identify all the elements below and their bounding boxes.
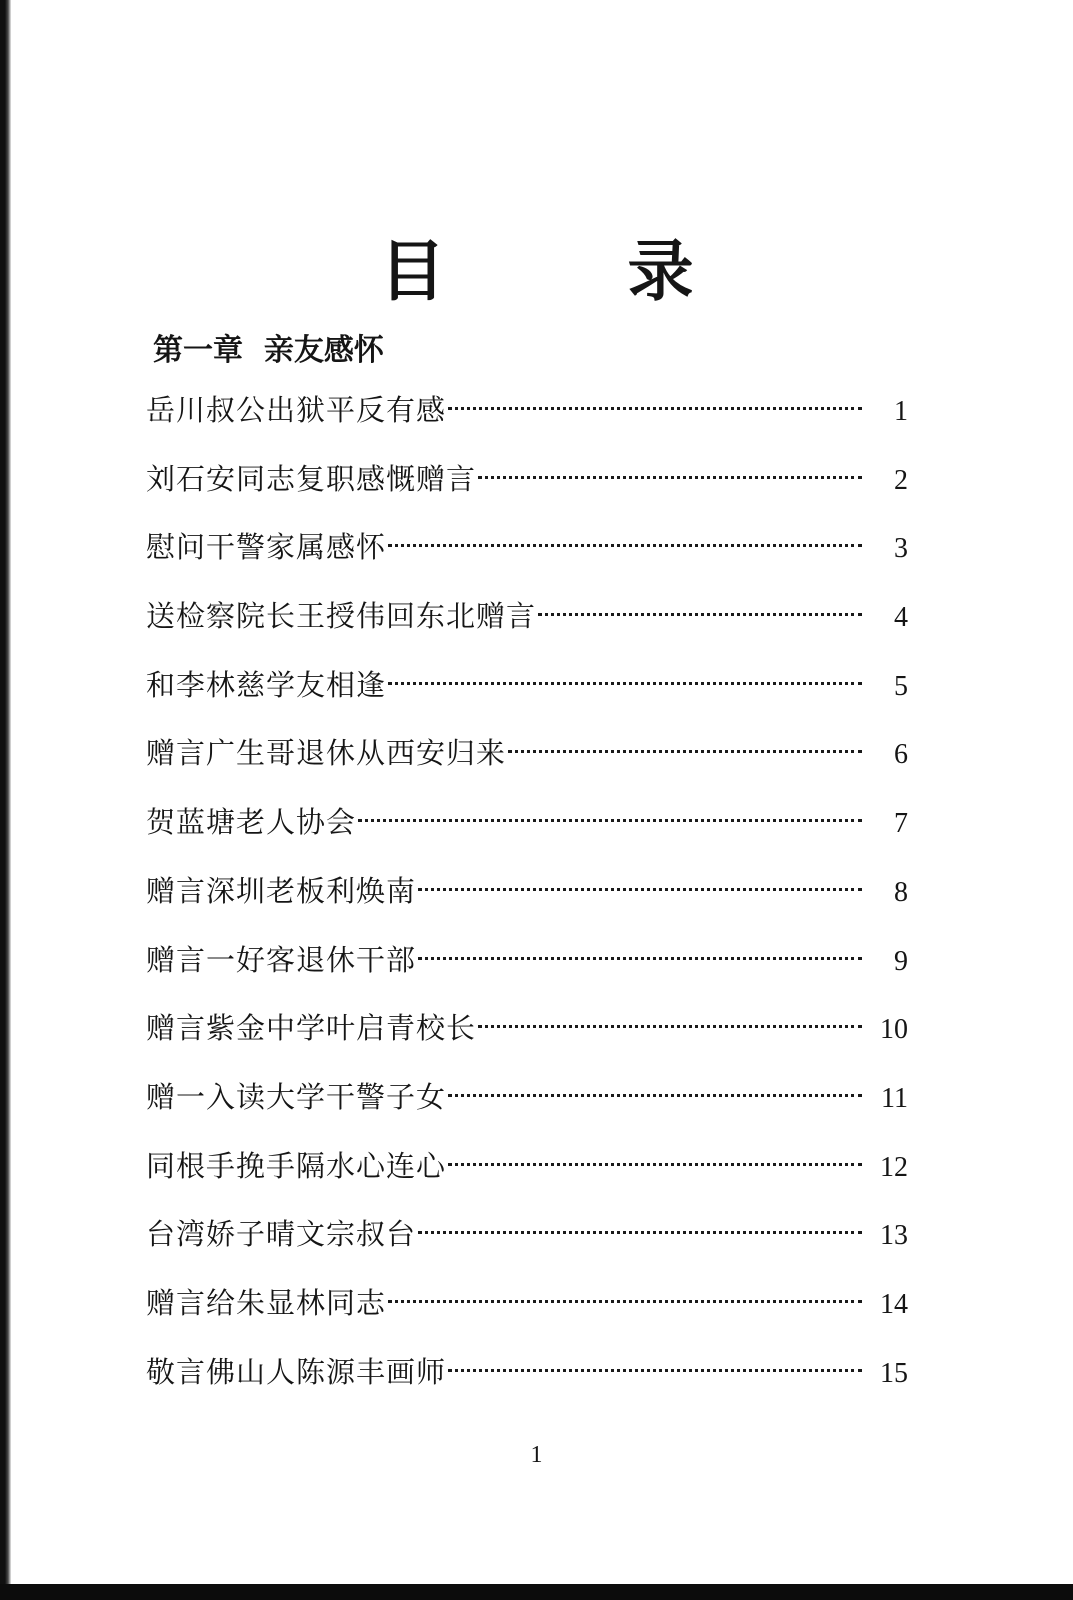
- toc-entry-page: 5: [894, 670, 908, 702]
- toc-dot-leader: [448, 407, 862, 410]
- toc-entry: [146, 802, 908, 871]
- toc-entry-page: 3: [894, 533, 908, 565]
- toc-entry-page: 15: [880, 1357, 908, 1389]
- toc-dot-leader: [448, 1094, 862, 1097]
- toc-entry-title: 赠言深圳老板利焕南: [146, 873, 417, 908]
- toc-dot-leader: [478, 476, 862, 479]
- toc-entry-title: 慰问干警家属感怀: [146, 530, 387, 565]
- toc-entry-page: 9: [894, 945, 908, 977]
- toc-entry: [146, 1352, 908, 1421]
- toc-entry: [146, 940, 908, 1009]
- toc-entry-page: 4: [894, 602, 908, 634]
- toc-dot-leader: [418, 888, 862, 891]
- toc-entry-page: 10: [880, 1014, 908, 1046]
- toc-entry: [146, 733, 908, 802]
- toc-entry-title: 同根手挽手隔水心连心: [146, 1148, 447, 1183]
- toc-entry-page: 8: [894, 876, 908, 908]
- toc-dot-leader: [478, 1025, 862, 1028]
- toc-entry: [146, 1077, 908, 1146]
- table-of-contents: [146, 390, 908, 1420]
- toc-entry: [146, 527, 908, 596]
- toc-entry-page: 11: [881, 1082, 908, 1114]
- toc-entry-title: 送检察院长王授伟回东北赠言: [146, 599, 537, 634]
- toc-dot-leader: [418, 957, 862, 960]
- scan-edge-bottom: [0, 1584, 1073, 1600]
- toc-dot-leader: [388, 682, 862, 685]
- chapter-heading: 第一章 亲友感怀: [153, 333, 384, 368]
- toc-dot-leader: [538, 613, 862, 616]
- toc-entry: [146, 1146, 908, 1215]
- toc-entry: [146, 1283, 908, 1352]
- toc-entry-title: 赠一入读大学干警子女: [146, 1079, 447, 1114]
- toc-entry-title: 岳川叔公出狱平反有感: [146, 393, 447, 427]
- toc-entry-page: 1: [894, 396, 908, 427]
- toc-entry: [146, 596, 908, 665]
- toc-dot-leader: [388, 1300, 862, 1303]
- toc-dot-leader: [418, 1231, 862, 1234]
- toc-entry-title: 敬言佛山人陈源丰画师: [146, 1354, 447, 1389]
- toc-entry-title: 刘石安同志复职感慨赠言: [146, 461, 477, 496]
- toc-entry: [146, 871, 908, 940]
- toc-entry-title: 赠言一好客退休干部: [146, 942, 417, 977]
- toc-entry: [146, 1008, 908, 1077]
- toc-entry-title: 台湾娇子晴文宗叔台: [146, 1217, 417, 1252]
- toc-entry: [146, 459, 908, 528]
- toc-entry: [146, 390, 908, 459]
- toc-dot-leader: [508, 750, 862, 753]
- toc-entry-page: 6: [894, 739, 908, 771]
- toc-entry: [146, 665, 908, 734]
- toc-entry-page: 14: [880, 1288, 908, 1320]
- toc-entry-page: 13: [880, 1220, 908, 1252]
- toc-dot-leader: [388, 544, 862, 547]
- toc-dot-leader: [358, 819, 862, 822]
- toc-entry-page: 7: [894, 808, 908, 840]
- toc-dot-leader: [448, 1163, 862, 1166]
- toc-entry-title: 贺蓝塘老人协会: [146, 805, 357, 840]
- toc-entry-title: 赠言紫金中学叶启青校长: [146, 1011, 477, 1046]
- toc-entry-page: 2: [894, 464, 908, 496]
- toc-entry: [146, 1214, 908, 1283]
- toc-entry-title: 和李林慈学友相逢: [146, 667, 387, 702]
- page-title: 目 录: [379, 233, 752, 310]
- toc-entry-page: 12: [880, 1151, 908, 1183]
- toc-dot-leader: [448, 1369, 862, 1372]
- page-number: 1: [530, 1442, 543, 1468]
- toc-entry-title: 赠言给朱显林同志: [146, 1285, 387, 1320]
- toc-entry-title: 赠言广生哥退休从西安归来: [146, 736, 507, 771]
